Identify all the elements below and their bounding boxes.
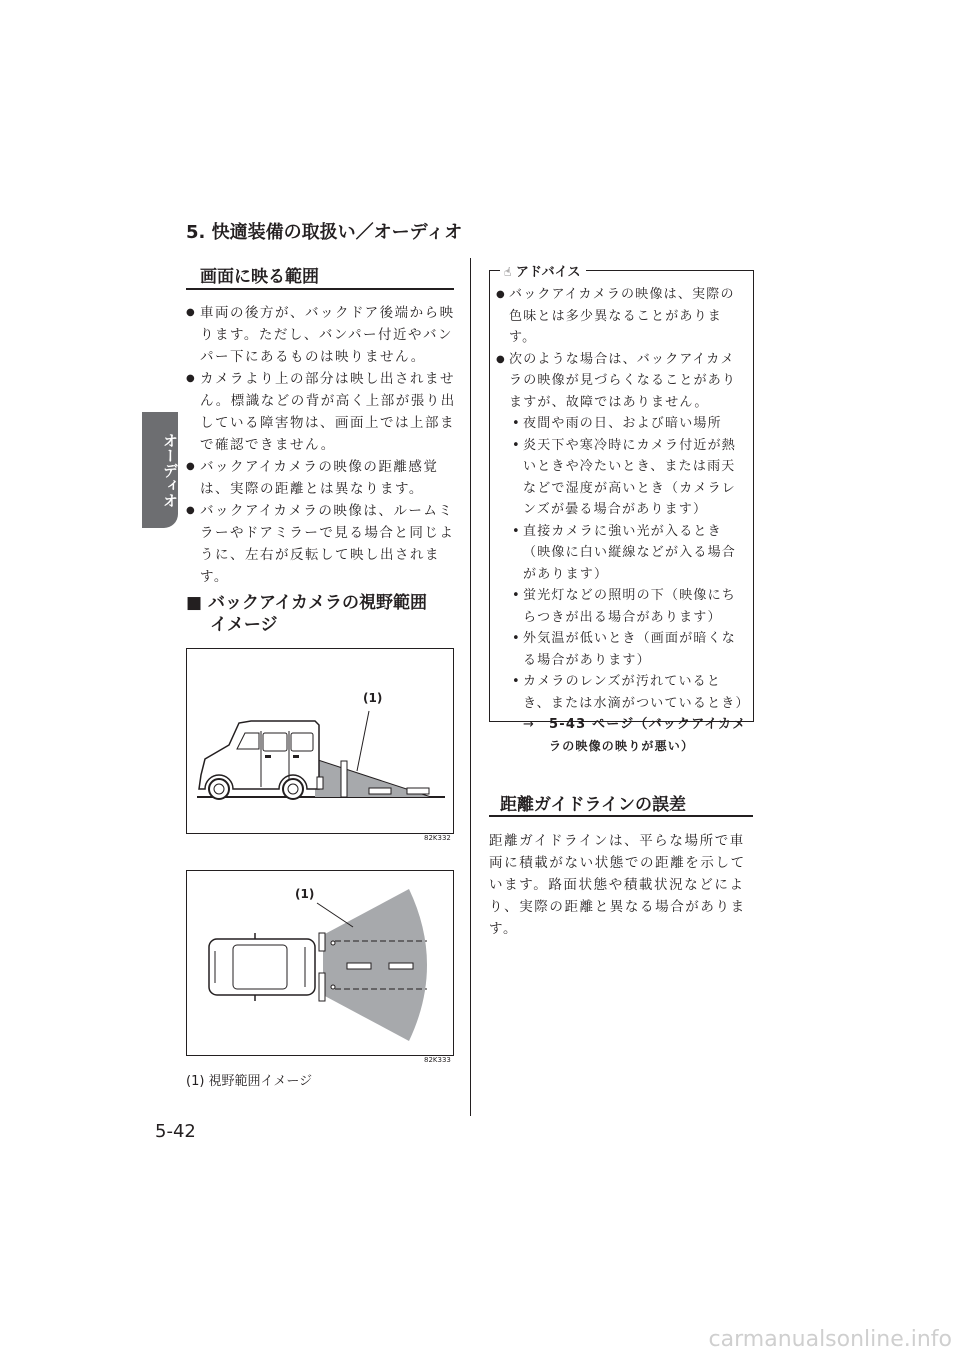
page-number: 5-42 [155, 1121, 196, 1142]
side-tab-label: オーディオ [161, 432, 179, 508]
advice-item2-text: 次のような場合は、バックアイカメラの映像が見づらくなることがありますが、故障ではありません。 [509, 351, 737, 410]
advice-content [496, 284, 748, 757]
list-item: ● カメラより上の部分は映し出されません。標識などの背が高く上部が張り出している障害物は、画面上では上部まで確認できません。 [186, 368, 456, 456]
section-title-range: 画面に映る範囲 [200, 267, 319, 287]
side-view-illustration [187, 649, 453, 833]
list-item: ● バックアイカメラの映像の距離感覚は、実際の距離とは異なります。 [186, 456, 456, 500]
list-item: • 夜間や雨の日、および暗い場所 [509, 413, 748, 435]
list-item: • 外気温が低いとき（画面が暗くなる場合があります） [509, 628, 748, 671]
page-reference [523, 714, 748, 757]
list-item: • 蛍光灯などの照明の下（映像にちらつきが出る場合があります） [509, 585, 748, 628]
section-title-guideline: 距離ガイドラインの誤差 [500, 795, 686, 815]
top-view-illustration [187, 871, 453, 1055]
advice-heading-text: アドバイス [515, 265, 581, 280]
column-divider [470, 258, 471, 1116]
list-item: • 直接カメラに強い光が入るとき（映像に白い縦線などが入る場合があります） [509, 521, 748, 586]
page-reference-line1: 5-43 ページ（バックアイカメ [549, 717, 747, 732]
list-item: • カメラのレンズが汚れているとき、または水滴がついているとき） [509, 671, 748, 714]
list-item: • 炎天下や寒冷時にカメラ付近が熱いときや冷たいとき、または雨天などで湿度が高いとき（カメラレンズが曇る場合があります） [509, 435, 748, 521]
section1-body [186, 302, 456, 588]
list-item [496, 349, 748, 758]
figure-caption: (1) 視野範囲イメージ [186, 1074, 313, 1089]
range-bullet-list [186, 302, 456, 588]
figure1-callout: (1) [363, 691, 383, 705]
section-rule [186, 288, 454, 290]
figure-side-view [186, 648, 454, 834]
section-rule [489, 815, 753, 817]
advice-list [496, 284, 748, 757]
figure2-code: 82K333 [424, 1056, 451, 1064]
arrow-right-icon: → [523, 717, 536, 732]
watermark: carmanualsonline.info [708, 1327, 952, 1352]
subsection-title-line1: ■ バックアイカメラの視野範囲 [186, 593, 427, 613]
figure1-code: 82K332 [424, 834, 451, 842]
guideline-paragraph: 距離ガイドラインは、平らな場所で車両に積載がない状態での距離を示しています。路面状態や積載状況などにより、実際の距離と異なる場合があります。 [489, 833, 746, 937]
figure-top-view [186, 870, 454, 1056]
subsection-title [186, 592, 427, 636]
figure2-callout: (1) [295, 887, 315, 901]
list-item: ● バックアイカメラの映像は、実際の色味とは多少異なることがあります。 [496, 284, 748, 349]
advice-heading [500, 261, 586, 280]
chapter-title: 5. 快適装備の取扱い／オーディオ [186, 222, 463, 243]
advice-sub-list [509, 413, 748, 714]
page-reference-line2: ラの映像の映りが悪い） [549, 738, 695, 753]
hand-icon: ☝ [504, 265, 512, 279]
list-item: ● 車両の後方が、バックドア後端から映ります。ただし、バンパー付近やバンパー下にあるものは映りません。 [186, 302, 456, 368]
subsection-title-line2: イメージ [210, 615, 278, 635]
list-item: ● バックアイカメラの映像は、ルームミラーやドアミラーで見る場合と同じように、左右が反転して映し出されます。 [186, 500, 456, 588]
